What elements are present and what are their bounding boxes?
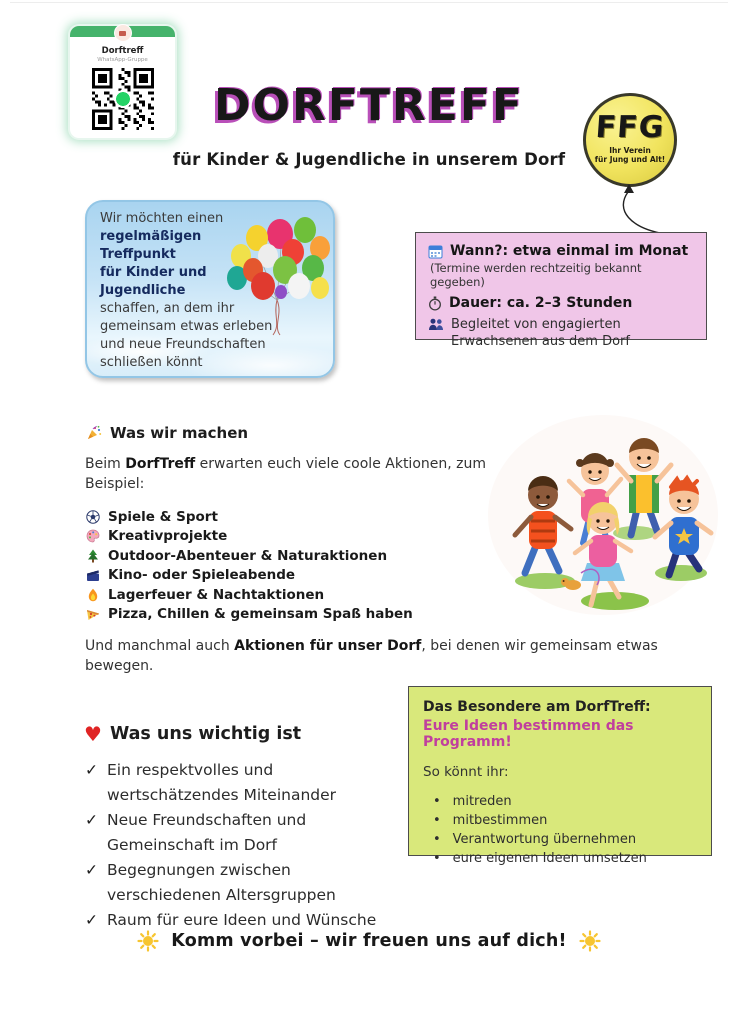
page-title: DORFTREFF xyxy=(214,80,524,131)
calendar-icon xyxy=(428,244,443,259)
special-box-intro: So könnt ihr: xyxy=(423,764,509,780)
activities-outro-paragraph: Und manchmal auch Aktionen für unser Dorf, bei denen wir gemeinsam etwas bewegen. xyxy=(85,638,658,674)
sun-icon xyxy=(137,930,159,952)
intro-line: schließen könnt xyxy=(100,355,203,370)
bullet-icon: • xyxy=(433,813,441,828)
activities-intro-paragraph: Beim DorfTreff erwarten euch viele coole Aktionen, zum Beispiel: xyxy=(85,456,487,492)
check-icon: ✓ xyxy=(85,911,98,929)
special-box xyxy=(408,686,712,866)
values-checklist xyxy=(85,758,405,933)
special-box-bullet-list xyxy=(433,792,697,868)
special-box-highlight: Eure Ideen bestimmen das Programm! xyxy=(423,718,634,750)
check-icon: ✓ xyxy=(85,861,98,879)
ffg-motto-line2: für Jung und Alt! xyxy=(594,155,666,164)
ffg-acronym: FFG xyxy=(594,110,666,145)
footer-call-to-action xyxy=(0,930,738,952)
special-bullet-item: • mitbestimmen xyxy=(433,813,548,828)
avatar-glyph xyxy=(119,31,126,36)
info-duration-label: Dauer: ca. 2–3 Stunden xyxy=(449,295,633,311)
info-when-label: Wann?: etwa einmal im Monat xyxy=(450,243,689,259)
group-avatar xyxy=(114,24,132,42)
children-illustration xyxy=(485,413,720,618)
info-box xyxy=(415,232,707,349)
value-item: ✓ Raum für eure Ideen und Wünsche xyxy=(85,908,405,933)
intro-line: Treffpunkt xyxy=(100,247,176,262)
intro-line: schaffen, an dem ihr xyxy=(100,301,235,316)
special-bullet-item: • Verantwortung übernehmen xyxy=(433,832,637,847)
palette-icon xyxy=(86,529,100,543)
special-bullet-item: • eure eigenen Ideen umsetzen xyxy=(433,851,647,866)
pizza-icon xyxy=(86,607,100,621)
soccer-ball-icon xyxy=(86,510,100,524)
intro-line: und neue Freundschaften xyxy=(100,337,266,352)
sun-icon xyxy=(579,930,601,952)
section-heading-what-we-do xyxy=(86,424,248,442)
activities-list xyxy=(86,507,413,624)
section-heading-label: Was uns wichtig ist xyxy=(109,724,302,744)
people-icon xyxy=(428,318,444,331)
activity-item: Pizza, Chillen & gemeinsam Spaß haben xyxy=(86,605,413,625)
check-icon: ✓ xyxy=(85,761,98,779)
special-box-title: Das Besondere am DorfTreff: xyxy=(423,699,651,715)
intro-box xyxy=(85,200,335,378)
party-popper-icon xyxy=(86,425,102,441)
qr-card-title: Dorftreff xyxy=(101,46,144,56)
info-supervision-text: Begleitet von engagierten Erwachsenen aus dem Dorf xyxy=(451,317,630,349)
clapper-board-icon xyxy=(86,568,100,582)
ffg-club-balloon-logo xyxy=(583,93,677,187)
intro-line: regelmäßigen xyxy=(100,229,202,244)
page-subtitle: für Kinder & Jugendliche in unserem Dorf xyxy=(172,150,566,169)
qr-card-subtitle: WhatsApp-Gruppe xyxy=(97,57,148,63)
activity-item: Lagerfeuer & Nachtaktionen xyxy=(86,585,413,605)
ffg-motto-line1: Ihr Verein xyxy=(609,146,651,155)
footer-text: Komm vorbei – wir freuen uns auf dich! xyxy=(171,931,567,951)
intro-line: für Kinder und xyxy=(100,265,207,280)
check-icon: ✓ xyxy=(85,811,98,829)
intro-line: Wir möchten einen xyxy=(100,211,224,226)
activity-item: Spiele & Sport xyxy=(86,507,413,527)
flame-icon xyxy=(86,588,100,602)
activity-item: Kino- oder Spieleabende xyxy=(86,566,413,586)
intro-line: gemeinsam etwas erleben xyxy=(100,319,273,334)
aktionen-bold: Aktionen für unser Dorf xyxy=(234,638,422,654)
evergreen-tree-icon xyxy=(86,549,100,563)
special-bullet-item: • mitreden xyxy=(433,794,512,809)
info-when-note: (Termine werden rechtzeitig bekannt gegeben) xyxy=(430,261,642,289)
page-top-hairline xyxy=(10,2,728,3)
activity-item: Outdoor-Abenteuer & Naturaktionen xyxy=(86,546,413,566)
section-heading-values xyxy=(84,724,301,744)
dorftreff-bold: DorfTreff xyxy=(125,456,196,472)
activity-item: Kreativprojekte xyxy=(86,527,413,547)
timer-icon xyxy=(428,296,442,311)
value-item: ✓ Begegnungen zwischen verschiedenen Altersgruppen xyxy=(85,858,405,908)
bullet-icon: • xyxy=(433,851,441,866)
intro-line: Jugendliche xyxy=(100,283,186,298)
bullet-icon: • xyxy=(433,832,441,847)
section-heading-label: Was wir machen xyxy=(110,424,249,442)
heart-icon: ♥ xyxy=(84,722,102,746)
bullet-icon: • xyxy=(433,794,441,809)
value-item: ✓ Ein respektvolles und wertschätzendes Miteinander xyxy=(85,758,405,808)
value-item: ✓ Neue Freundschaften und Gemeinschaft im Dorf xyxy=(85,808,405,858)
